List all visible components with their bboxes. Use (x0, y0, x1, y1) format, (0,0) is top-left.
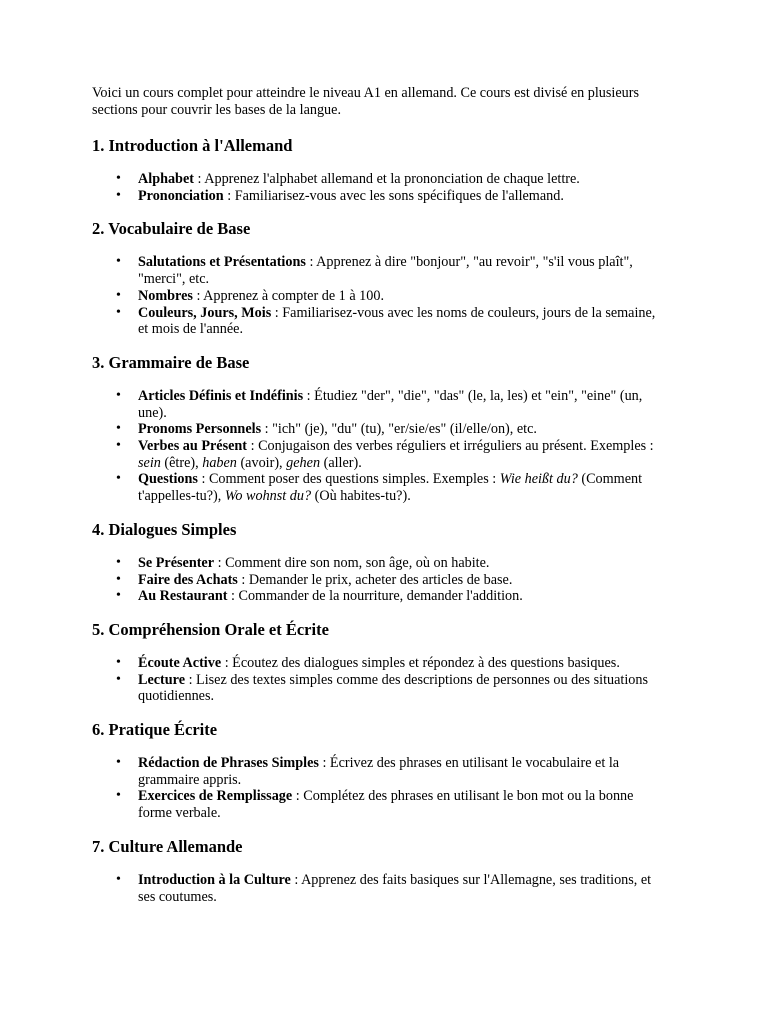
item-term: Nombres (138, 287, 193, 304)
list-item (138, 288, 668, 305)
section-list (92, 254, 668, 338)
item-term: Articles Définis et Indéfinis (138, 387, 304, 404)
item-term: Questions (138, 471, 198, 488)
item-description: : Écrivez des phrases en utilisant le vocabulaire et la grammaire appris. (138, 755, 620, 788)
item-example: gehen (286, 454, 321, 471)
item-term: Rédaction de Phrases Simples (138, 755, 319, 772)
section-list (92, 872, 668, 905)
list-item (138, 655, 668, 672)
item-example: haben (202, 454, 237, 471)
item-description: : Familiarisez-vous avec les noms de couleurs, jours de la semaine, et mois de l'année. (138, 304, 656, 338)
item-term: Se Présenter (138, 554, 215, 571)
item-description: : Demander le prix, acheter des articles de base. (237, 571, 513, 588)
item-description: (avoir), (236, 454, 287, 471)
list-item (138, 555, 668, 572)
list-item (138, 438, 668, 471)
section-list (92, 171, 668, 204)
list-item (138, 171, 668, 188)
item-term: Écoute Active (138, 654, 222, 671)
section-list (92, 755, 668, 822)
item-description: (être), (160, 454, 203, 471)
item-description: : Étudiez "der", "die", "das" (le, la, les) et "ein", "eine" (un, une). (138, 387, 643, 421)
section-heading: 6. Pratique Écrite (92, 720, 218, 740)
section-heading: 1. Introduction à l'Allemand (92, 136, 293, 155)
item-description: : Apprenez à dire "bonjour", "au revoir", "s'il vous plaît", "merci", etc. (138, 254, 633, 288)
item-description: : Écoutez des dialogues simples et répondez à des questions basiques. (221, 654, 620, 671)
list-item (138, 188, 668, 205)
section-heading: 5. Compréhension Orale et Écrite (92, 619, 329, 639)
list-item (138, 872, 668, 905)
list-item (138, 388, 668, 421)
section-list (92, 555, 668, 605)
item-term: Au Restaurant (138, 588, 228, 605)
list-item (138, 421, 668, 438)
list-item (138, 305, 668, 338)
list-item (138, 471, 668, 504)
section-heading: 7. Culture Allemande (92, 836, 243, 856)
item-description: (Comment t'appelles-tu?), (138, 471, 643, 505)
sections-container (92, 136, 668, 905)
item-description: : "ich" (je), "du" (tu), "er/sie/es" (il/elle/on), etc. (261, 421, 537, 438)
section-list (92, 388, 668, 505)
item-term: Faire des Achats (138, 571, 238, 588)
item-example: Wie heißt du? (499, 471, 578, 488)
item-description: : Apprenez l'alphabet allemand et la prononciation de chaque lettre. (193, 171, 580, 187)
item-description: : Comment dire son nom, son âge, où on habite. (214, 554, 490, 571)
item-description: (aller). (320, 454, 362, 471)
item-description: : Lisez des textes simples comme des descriptions de personnes ou des situations quotidiennes. (138, 671, 648, 705)
item-term: Salutations et Présentations (138, 254, 306, 271)
item-description: : Apprenez des faits basiques sur l'Allemagne, ses traditions, et ses coutumes. (138, 871, 652, 905)
item-term: Lecture (138, 671, 186, 688)
list-item (138, 254, 668, 287)
list-item (138, 588, 668, 605)
list-item (138, 672, 668, 705)
item-example: sein (138, 454, 161, 471)
item-term: Exercices de Remplissage (138, 788, 293, 805)
item-description: : Comment poser des questions simples. Exemples : (197, 471, 500, 488)
item-description: : Familiarisez-vous avec les sons spécifiques de l'allemand. (223, 187, 564, 204)
item-term: Couleurs, Jours, Mois (138, 304, 272, 321)
item-example: Wo wohnst du? (224, 488, 312, 505)
list-item (138, 788, 668, 821)
section-list (92, 655, 668, 705)
item-term: Pronoms Personnels (138, 421, 262, 438)
section-heading: 4. Dialogues Simples (92, 519, 237, 539)
item-description: (Où habites-tu?). (311, 488, 411, 505)
list-item (138, 572, 668, 589)
item-description: : Commander de la nourriture, demander l'addition. (227, 588, 523, 605)
intro-paragraph: Voici un cours complet pour atteindre le niveau A1 en allemand. Ce cours est divisé en plusieurs sections pour couvrir les bases de la langue. (92, 85, 639, 118)
item-term: Prononciation (138, 187, 224, 204)
item-description: : Conjugaison des verbes réguliers et irréguliers au présent. Exemples : (247, 438, 654, 455)
item-description: : Apprenez à compter de 1 à 100. (192, 287, 384, 304)
list-item (138, 755, 668, 788)
item-description: : Complétez des phrases en utilisant le bon mot ou la bonne forme verbale. (138, 788, 634, 822)
section-heading: 2. Vocabulaire de Base (92, 219, 251, 239)
item-term: Introduction à la Culture (138, 871, 291, 888)
item-term: Alphabet (138, 171, 194, 187)
item-term: Verbes au Présent (138, 438, 248, 455)
section-heading: 3. Grammaire de Base (92, 352, 250, 372)
